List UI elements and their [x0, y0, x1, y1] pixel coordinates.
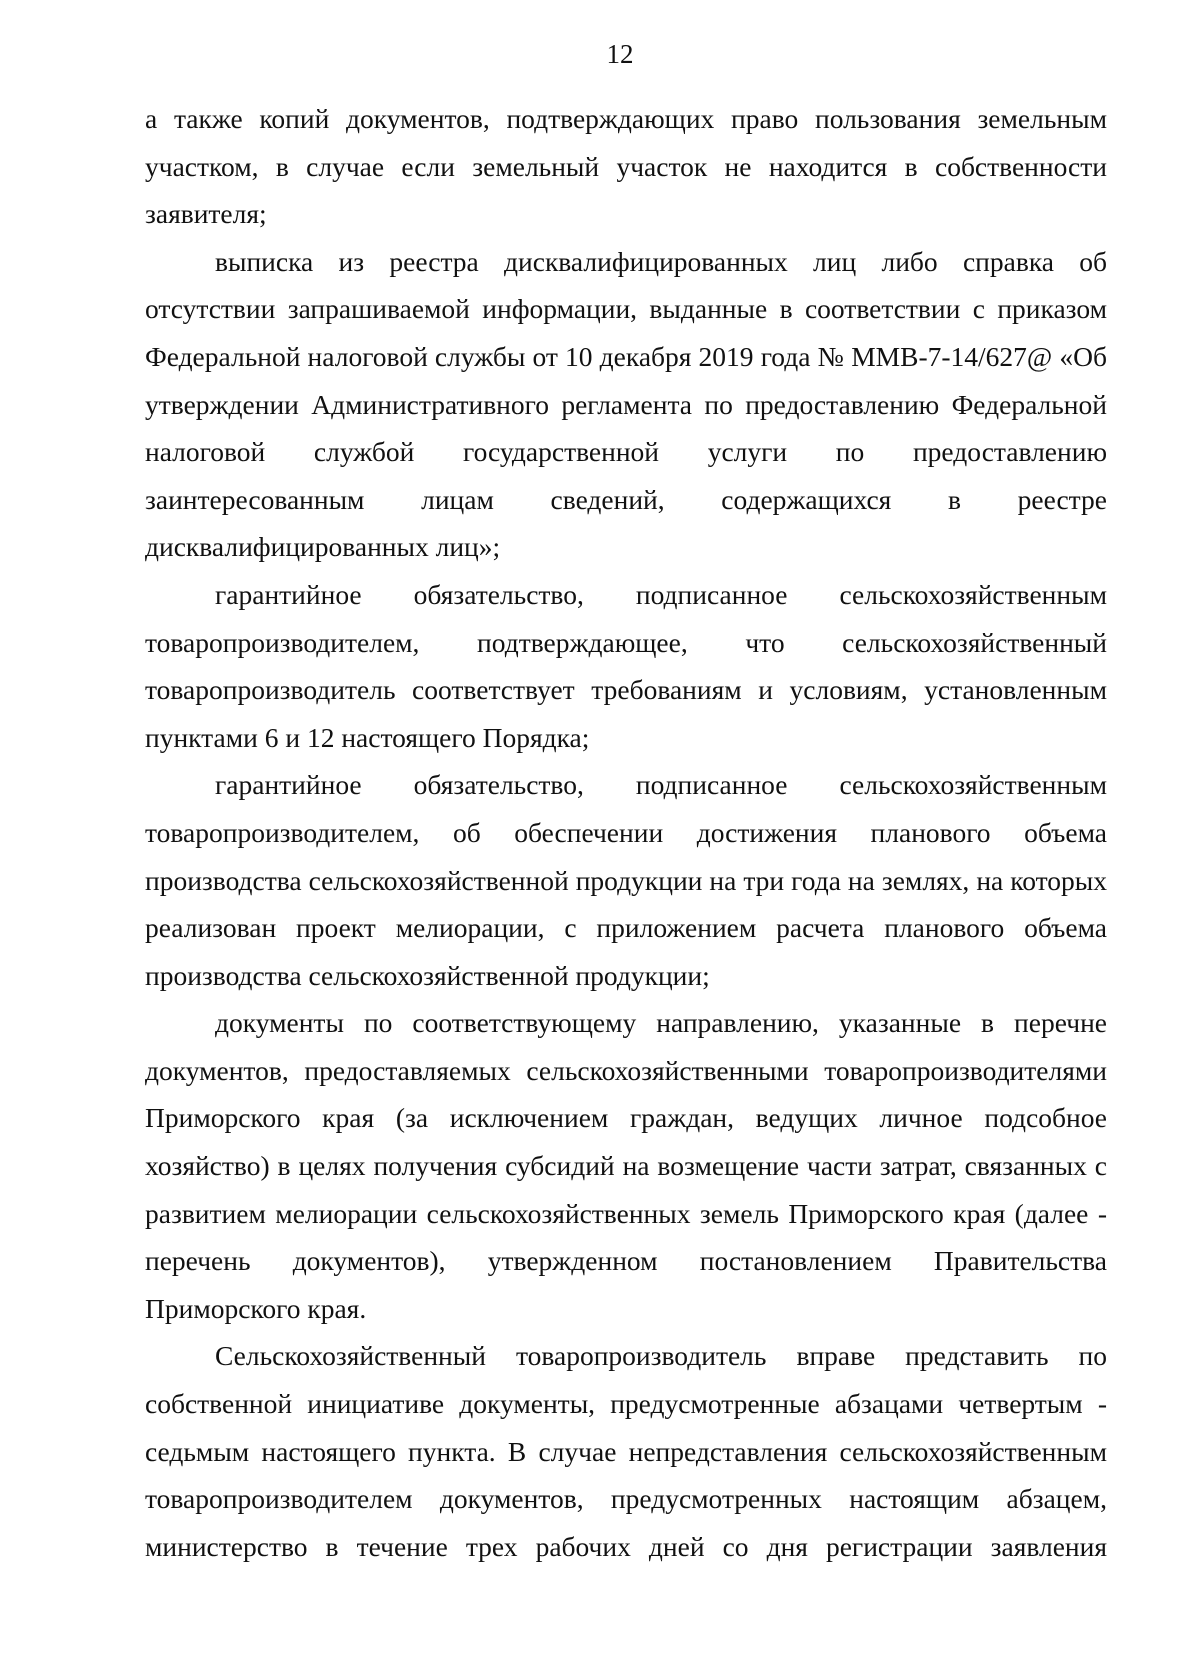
paragraph-own-initiative: Сельскохозяйственный товаропроизводитель вправе представить по собственной инициативе документы, предусмотренные абзацами четвертым - седьмым настоящего пункта. В случае непредставления сельскохозяйственным товаропроизводителем документов, предусмотренных настоящим абзацем, министерство в течение трех рабочих дней со дня регистрации заявления [145, 1340, 1107, 1562]
page-number: 12 [606, 39, 634, 69]
paragraph-disqualified-registry: выписка из реестра дисквалифицированных лиц либо справка об отсутствии запрашиваемой информации, выданные в соответствии с приказом Федеральной налоговой службы от 10 декабря 2019 года № ММВ-7-14/627@ «Об утверждении Административного регламента по предоставлению Федеральной налоговой службой государственной услуги по предоставлению заинтересованным лицам сведений, содержащихся в реестре дисквалифицированных лиц»; [145, 245, 1107, 563]
paragraph-guarantee-compliance: гарантийное обязательство, подписанное сельскохозяйственным товаропроизводителем, подтверждающее, что сельскохозяйственный товаропроизводитель соответствует требованиям и условиям, установленным пунктами 6 и 12 настоящего Порядка; [145, 578, 1107, 753]
paragraph-guarantee-production: гарантийное обязательство, подписанное сельскохозяйственным товаропроизводителем, об обеспечении достижения планового объема производства сельскохозяйственной продукции на три года на землях, на которых реализован проект мелиорации, с приложением расчета планового объема производства сельскохозяйственной продукции; [145, 769, 1107, 991]
document-body [145, 95, 1107, 1570]
paragraph-land-documents: а также копий документов, подтверждающих право пользования земельным участком, в случае если земельный участок не находится в собственности заявителя; [145, 103, 1107, 230]
paragraph-documents-list: документы по соответствующему направлению, указанные в перечне документов, предоставляемых сельскохозяйственными товаропроизводителями Приморского края (за исключением граждан, ведущих личное подсобное хозяйство) в целях получения субсидий на возмещение части затрат, связанных с развитием мелиорации сельскохозяйственных земель Приморского края (далее - перечень документов), утвержденном постановлением Правительства Приморского края. [145, 1007, 1107, 1324]
